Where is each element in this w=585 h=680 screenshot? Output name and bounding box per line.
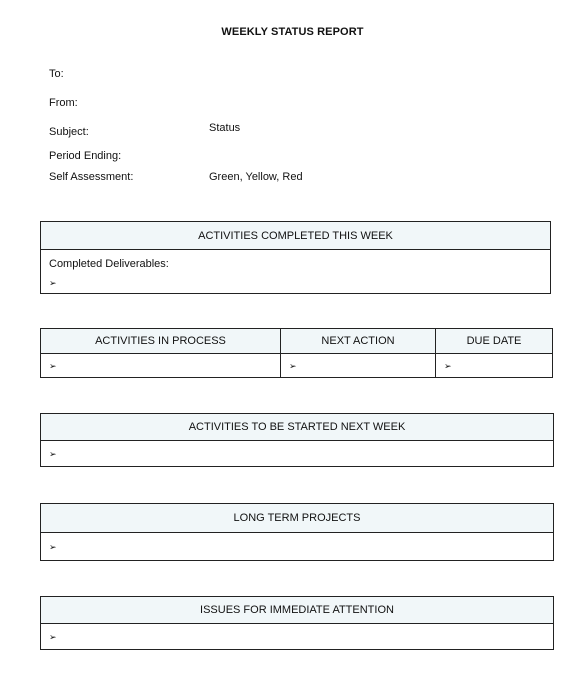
next-action-cell[interactable] bbox=[281, 354, 436, 378]
long-term-projects-table bbox=[40, 503, 554, 561]
long-term-projects-header: LONG TERM PROJECTS bbox=[41, 504, 554, 533]
completed-activities-table bbox=[40, 221, 551, 294]
arrow-bullet-icon: ➢ bbox=[49, 632, 57, 643]
due-date-cell[interactable] bbox=[436, 354, 553, 378]
arrow-bullet-icon: ➢ bbox=[49, 449, 57, 460]
long-term-projects-cell[interactable] bbox=[41, 533, 554, 561]
completed-activities-header: ACTIVITIES COMPLETED THIS WEEK bbox=[41, 222, 551, 250]
subject-label: Subject: bbox=[49, 126, 89, 138]
arrow-bullet-icon: ➢ bbox=[49, 542, 57, 553]
subject-value: Status bbox=[209, 122, 241, 134]
due-date-header: DUE DATE bbox=[436, 329, 553, 354]
issues-header: ISSUES FOR IMMEDIATE ATTENTION bbox=[41, 597, 554, 624]
issues-cell[interactable] bbox=[41, 624, 554, 650]
next-action-header: NEXT ACTION bbox=[281, 329, 436, 354]
completed-deliverables-cell[interactable] bbox=[41, 250, 551, 294]
self-assessment-value: Green, Yellow, Red bbox=[209, 171, 303, 183]
arrow-bullet-icon: ➢ bbox=[289, 361, 297, 372]
arrow-bullet-icon: ➢ bbox=[444, 361, 452, 372]
to-label: To: bbox=[49, 68, 64, 80]
issues-table bbox=[40, 596, 554, 650]
from-label: From: bbox=[49, 97, 78, 109]
activities-in-process-cell[interactable] bbox=[41, 354, 281, 378]
activities-in-process-table bbox=[40, 328, 553, 378]
next-week-activities-table bbox=[40, 413, 554, 467]
period-ending-label: Period Ending: bbox=[49, 150, 122, 162]
activities-in-process-header: ACTIVITIES IN PROCESS bbox=[41, 329, 281, 354]
self-assessment-label: Self Assessment: bbox=[49, 171, 134, 183]
completed-deliverables-label: Completed Deliverables: bbox=[49, 258, 169, 270]
next-week-activities-cell[interactable] bbox=[41, 441, 554, 467]
arrow-bullet-icon: ➢ bbox=[49, 361, 57, 372]
next-week-activities-header: ACTIVITIES TO BE STARTED NEXT WEEK bbox=[41, 414, 554, 441]
arrow-bullet-icon: ➢ bbox=[49, 279, 57, 289]
document-title: WEEKLY STATUS REPORT bbox=[221, 26, 364, 38]
